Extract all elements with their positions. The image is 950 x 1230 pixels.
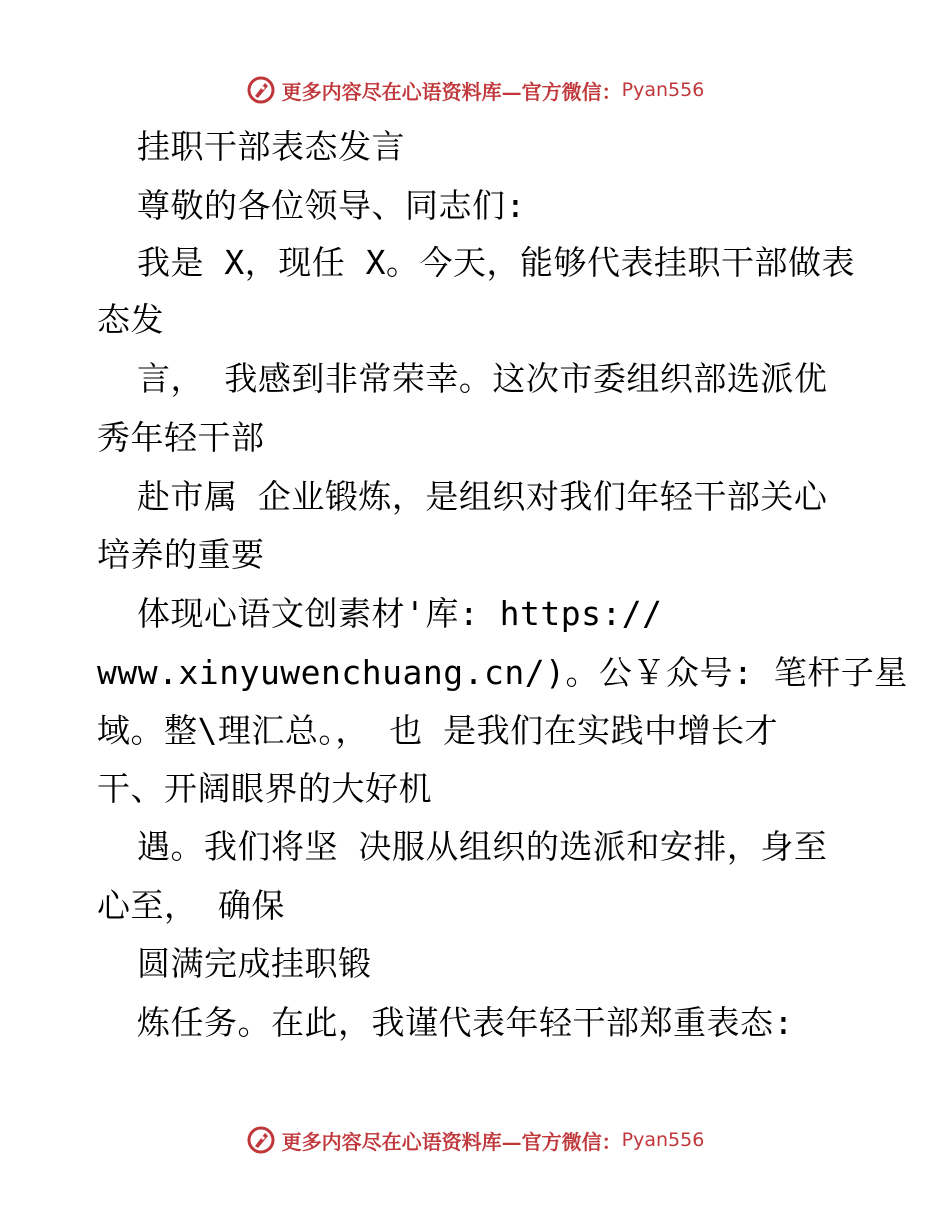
banner-contact: Pyan556 (621, 1129, 705, 1151)
paragraph-line: 态发 (97, 300, 164, 339)
banner-text: 更多内容尽在心语资料库—官方微信： (281, 79, 622, 104)
paragraph-line: 域。整\理汇总。， 也 是我们在实践中增长才 (97, 711, 779, 750)
paragraph-line: 培养的重要 (97, 535, 265, 574)
paragraph-line: 言， 我感到非常荣幸。这次市委组织部选派优 (137, 359, 828, 398)
pen-nib-circle-icon (246, 75, 276, 105)
paragraph-line: 遇。我们将坚 决服从组织的选派和安排，身至 (137, 827, 828, 866)
paragraph-line: 炼任务。在此，我谨代表年轻干部郑重表态: (137, 1003, 794, 1042)
paragraph-line: 赴市属 企业锻炼，是组织对我们年轻干部关心 (137, 477, 828, 516)
paragraph-line: 体现心语文创素材'库: https:// (137, 594, 663, 633)
paragraph-line: 我是 X，现任 X。今天，能够代表挂职干部做表 (137, 243, 855, 282)
document-title: 挂职干部表态发言 (137, 127, 405, 166)
header-banner (0, 70, 950, 110)
salutation: 尊敬的各位领导、同志们: (137, 186, 526, 225)
banner-text: 更多内容尽在心语资料库—官方微信： (281, 1129, 622, 1154)
paragraph-line: 圆满完成挂职锻 (137, 944, 372, 983)
banner-contact: Pyan556 (621, 79, 705, 101)
paragraph-line: 心至， 确保 (97, 886, 285, 925)
pen-nib-circle-icon (246, 1125, 276, 1155)
paragraph-line: www.xinyuwenchuang.cn/)。公￥众号: 笔杆子星 (97, 653, 908, 692)
paragraph-line: 干、开阔眼界的大好机 (97, 769, 432, 808)
paragraph-line: 秀年轻干部 (97, 418, 265, 457)
footer-banner (0, 1120, 950, 1160)
